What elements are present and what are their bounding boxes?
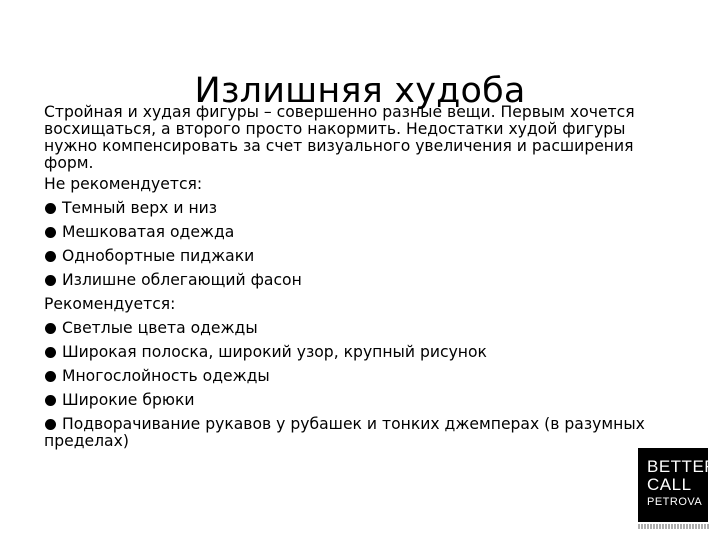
better-call-petrova-logo <box>638 448 718 522</box>
not-recommended-heading: Не рекомендуется: <box>44 175 203 193</box>
list-item-text: Излишне облегающий фасон <box>62 271 302 289</box>
list-item-text: Широкие брюки <box>62 391 195 409</box>
list-item <box>44 416 674 450</box>
list-item-text: Светлые цвета одежды <box>62 319 258 337</box>
list-item <box>44 392 674 409</box>
bullet-icon <box>45 371 56 382</box>
list-item <box>44 224 674 241</box>
logo-line-1: BETTER <box>647 457 718 476</box>
list-item-text: Мешковатая одежда <box>62 223 235 241</box>
not-recommended-list <box>44 200 674 289</box>
bullet-icon <box>45 251 56 262</box>
bullet-icon <box>45 323 56 334</box>
list-item-text: Темный верх и низ <box>62 199 218 217</box>
bullet-icon <box>45 203 56 214</box>
list-item <box>44 320 674 337</box>
logo-line-3: PETROVA <box>647 496 703 508</box>
list-item <box>44 272 674 289</box>
slide-body <box>44 104 674 457</box>
bullet-icon <box>45 227 56 238</box>
bullet-icon <box>45 275 56 286</box>
intro-paragraph: Стройная и худая фигуры – совершенно разные вещи. Первым хочется восхищаться, а второго просто накормить. Недостатки худой фигуры нужно компенсировать за счет визуального увеличения и расширения форм. <box>44 103 635 172</box>
list-item-text: Подворачивание рукавов у рубашек и тонких джемперах (в разумных пределах) <box>44 415 645 450</box>
bullet-icon <box>45 347 56 358</box>
list-item <box>44 368 674 385</box>
bullet-icon <box>45 395 56 406</box>
recommended-list <box>44 320 674 450</box>
list-item-text: Однобортные пиджаки <box>62 247 255 265</box>
recommended-heading: Рекомендуется: <box>44 295 176 313</box>
logo-caption-text <box>638 524 710 529</box>
list-item <box>44 344 674 361</box>
list-item-text: Широкая полоска, широкий узор, крупный рисунок <box>62 343 487 361</box>
slide-title: Излишняя худоба <box>194 71 526 112</box>
logo-line-2: CALL <box>647 475 692 494</box>
list-item-text: Многослойность одежды <box>62 367 270 385</box>
list-item <box>44 200 674 217</box>
bullet-icon <box>45 419 56 430</box>
list-item <box>44 248 674 265</box>
